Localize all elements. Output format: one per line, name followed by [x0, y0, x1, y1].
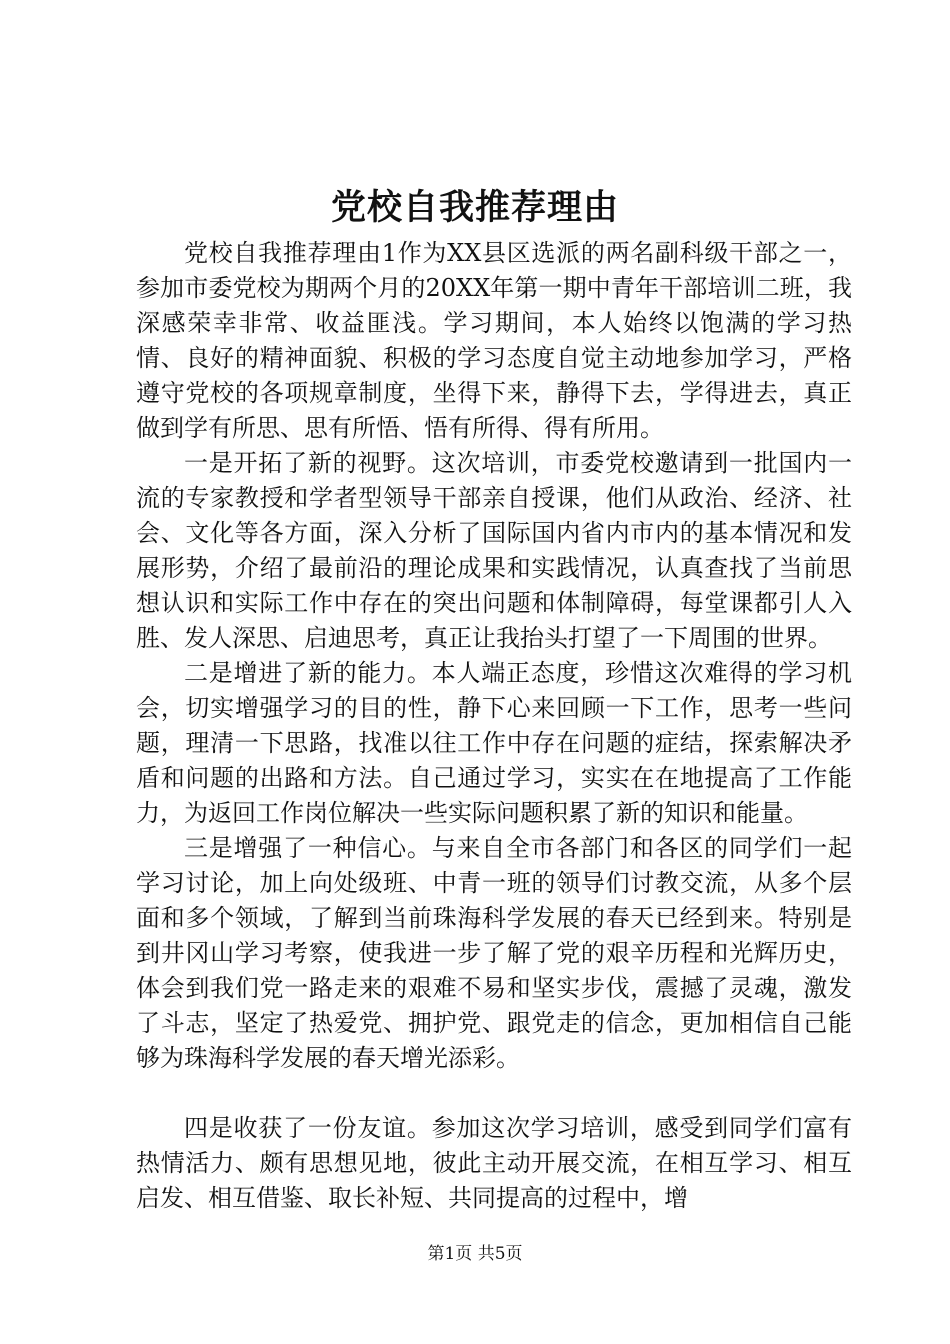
document-title: 党校自我推荐理由: [330, 187, 619, 228]
document-body: [136, 236, 852, 1216]
paragraph-point-one: 一是开拓了新的视野。这次培训，市委党校邀请到一批国内一流的专家教授和学者型领导干部亲自授课，他们从政治、经济、社会、文化等各方面，深入分析了国际国内省内市内的基本情况和发展形势，介绍了最前沿的理论成果和实践情况，认真查找了当前思想认识和实际工作中存在的突出问题和体制障碍，每堂课都引人入胜、发人深思、启迪思考，真正让我抬头打望了一下周围的世界。: [136, 449, 852, 652]
paragraph-point-four: 四是收获了一份友谊。参加这次学习培训，感受到同学们富有热情活力、颇有思想见地，彼此主动开展交流，在相互学习、相互启发、相互借鉴、取长补短、共同提高的过程中，增: [136, 1114, 852, 1212]
paragraph-point-three: 三是增强了一种信心。与来自全市各部门和各区的同学们一起学习讨论，加上向处级班、中青一班的领导们讨教交流，从多个层面和多个领域，了解到当前珠海科学发展的春天已经到来。特别是到井冈山学习考察，使我进一步了解了党的艰辛历程和光辉历史，体会到我们党一路走来的艰难不易和坚实步伐，震撼了灵魂，激发了斗志，坚定了热爱党、拥护党、跟党走的信念，更加相信自己能够为珠海科学发展的春天增光添彩。: [136, 834, 852, 1072]
page-number-footer: 第1页 共5页: [427, 1244, 523, 1264]
paragraph-point-two: 二是增进了新的能力。本人端正态度，珍惜这次难得的学习机会，切实增强学习的目的性，静下心来回顾一下工作，思考一些问题，理清一下思路，找准以往工作中存在问题的症结，探索解决矛盾和问题的出路和方法。自己通过学习，实实在在地提高了工作能力，为返回工作岗位解决一些实际问题积累了新的知识和能量。: [136, 659, 852, 827]
paragraph-intro: 党校自我推荐理由1作为XX县区选派的两名副科级干部之一，参加市委党校为期两个月的20XX年第一期中青年干部培训二班，我深感荣幸非常、收益匪浅。学习期间，本人始终以饱满的学习热情、良好的精神面貌、积极的学习态度自觉主动地参加学习，严格遵守党校的各项规章制度，坐得下来，静得下去，学得进去，真正做到学有所思、思有所悟、悟有所得、得有所用。: [136, 239, 852, 442]
